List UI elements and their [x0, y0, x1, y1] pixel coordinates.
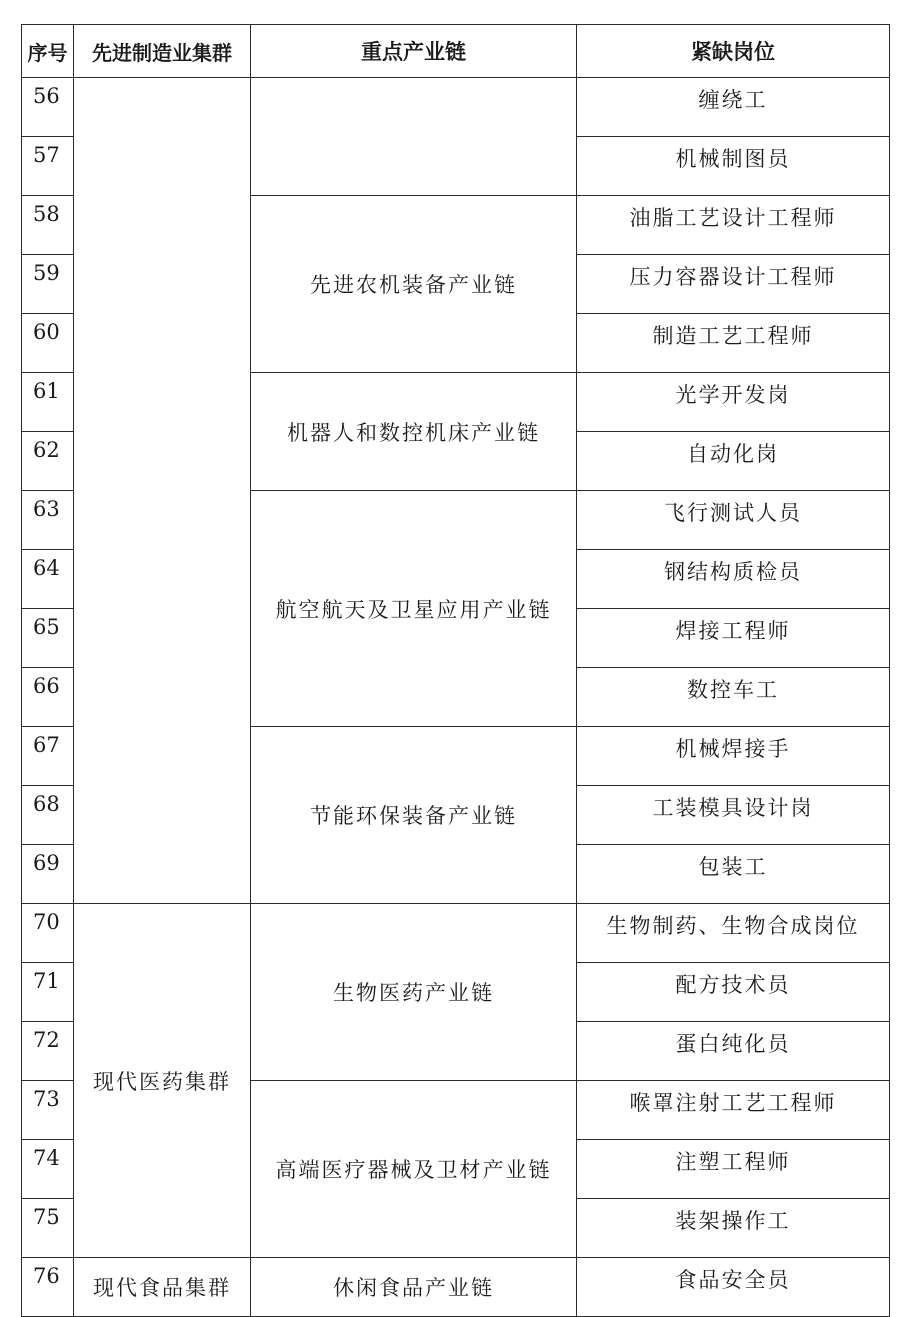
- chain-cell: 休闲食品产业链: [251, 1258, 577, 1317]
- job-cell: 缠绕工: [577, 78, 890, 137]
- job-cell: 制造工艺工程师: [577, 314, 890, 373]
- job-cell: 钢结构质检员: [577, 550, 890, 609]
- cluster-cell: 现代食品集群: [74, 1258, 251, 1317]
- chain-cell: 航空航天及卫星应用产业链: [251, 491, 577, 727]
- seq-cell: 69: [22, 845, 74, 904]
- job-cell: 光学开发岗: [577, 373, 890, 432]
- seq-cell: 59: [22, 255, 74, 314]
- job-cell: 机械焊接手: [577, 727, 890, 786]
- table-row: [22, 904, 890, 963]
- job-cell: 蛋白纯化员: [577, 1022, 890, 1081]
- chain-cell: 节能环保装备产业链: [251, 727, 577, 904]
- job-cell: 机械制图员: [577, 137, 890, 196]
- seq-cell: 64: [22, 550, 74, 609]
- seq-cell: 70: [22, 904, 74, 963]
- job-cell: 压力容器设计工程师: [577, 255, 890, 314]
- job-cell: 装架操作工: [577, 1199, 890, 1258]
- seq-cell: 74: [22, 1140, 74, 1199]
- seq-cell: 61: [22, 373, 74, 432]
- seq-cell: 63: [22, 491, 74, 550]
- cluster-cell: 现代医药集群: [74, 904, 251, 1258]
- header-chain: 重点产业链: [251, 25, 577, 78]
- seq-cell: 56: [22, 78, 74, 137]
- job-cell: 油脂工艺设计工程师: [577, 196, 890, 255]
- seq-cell: 66: [22, 668, 74, 727]
- seq-cell: 71: [22, 963, 74, 1022]
- seq-cell: 65: [22, 609, 74, 668]
- job-cell: 注塑工程师: [577, 1140, 890, 1199]
- seq-cell: 75: [22, 1199, 74, 1258]
- job-cell: 喉罩注射工艺工程师: [577, 1081, 890, 1140]
- chain-cell: 生物医药产业链: [251, 904, 577, 1081]
- seq-cell: 60: [22, 314, 74, 373]
- header-cluster: 先进制造业集群: [74, 25, 251, 78]
- header-job: 紧缺岗位: [577, 25, 890, 78]
- seq-cell: 73: [22, 1081, 74, 1140]
- seq-cell: 62: [22, 432, 74, 491]
- job-cell: 食品安全员: [577, 1258, 890, 1317]
- chain-cell: [251, 78, 577, 196]
- header-row: [22, 25, 890, 78]
- table-row: [22, 78, 890, 137]
- seq-cell: 67: [22, 727, 74, 786]
- job-cell: 包装工: [577, 845, 890, 904]
- job-cell: 飞行测试人员: [577, 491, 890, 550]
- cluster-cell: [74, 78, 251, 904]
- seq-cell: 72: [22, 1022, 74, 1081]
- job-cell: 配方技术员: [577, 963, 890, 1022]
- seq-cell: 58: [22, 196, 74, 255]
- seq-cell: 57: [22, 137, 74, 196]
- header-seq: 序号: [22, 25, 74, 78]
- job-cell: 自动化岗: [577, 432, 890, 491]
- job-cell: 生物制药、生物合成岗位: [577, 904, 890, 963]
- chain-cell: 高端医疗器械及卫材产业链: [251, 1081, 577, 1258]
- seq-cell: 76: [22, 1258, 74, 1317]
- job-cell: 焊接工程师: [577, 609, 890, 668]
- chain-cell: 先进农机装备产业链: [251, 196, 577, 373]
- table-row: [22, 1258, 890, 1317]
- job-cell: 工装模具设计岗: [577, 786, 890, 845]
- job-cell: 数控车工: [577, 668, 890, 727]
- seq-cell: 68: [22, 786, 74, 845]
- job-shortage-table: [21, 24, 890, 1317]
- chain-cell: 机器人和数控机床产业链: [251, 373, 577, 491]
